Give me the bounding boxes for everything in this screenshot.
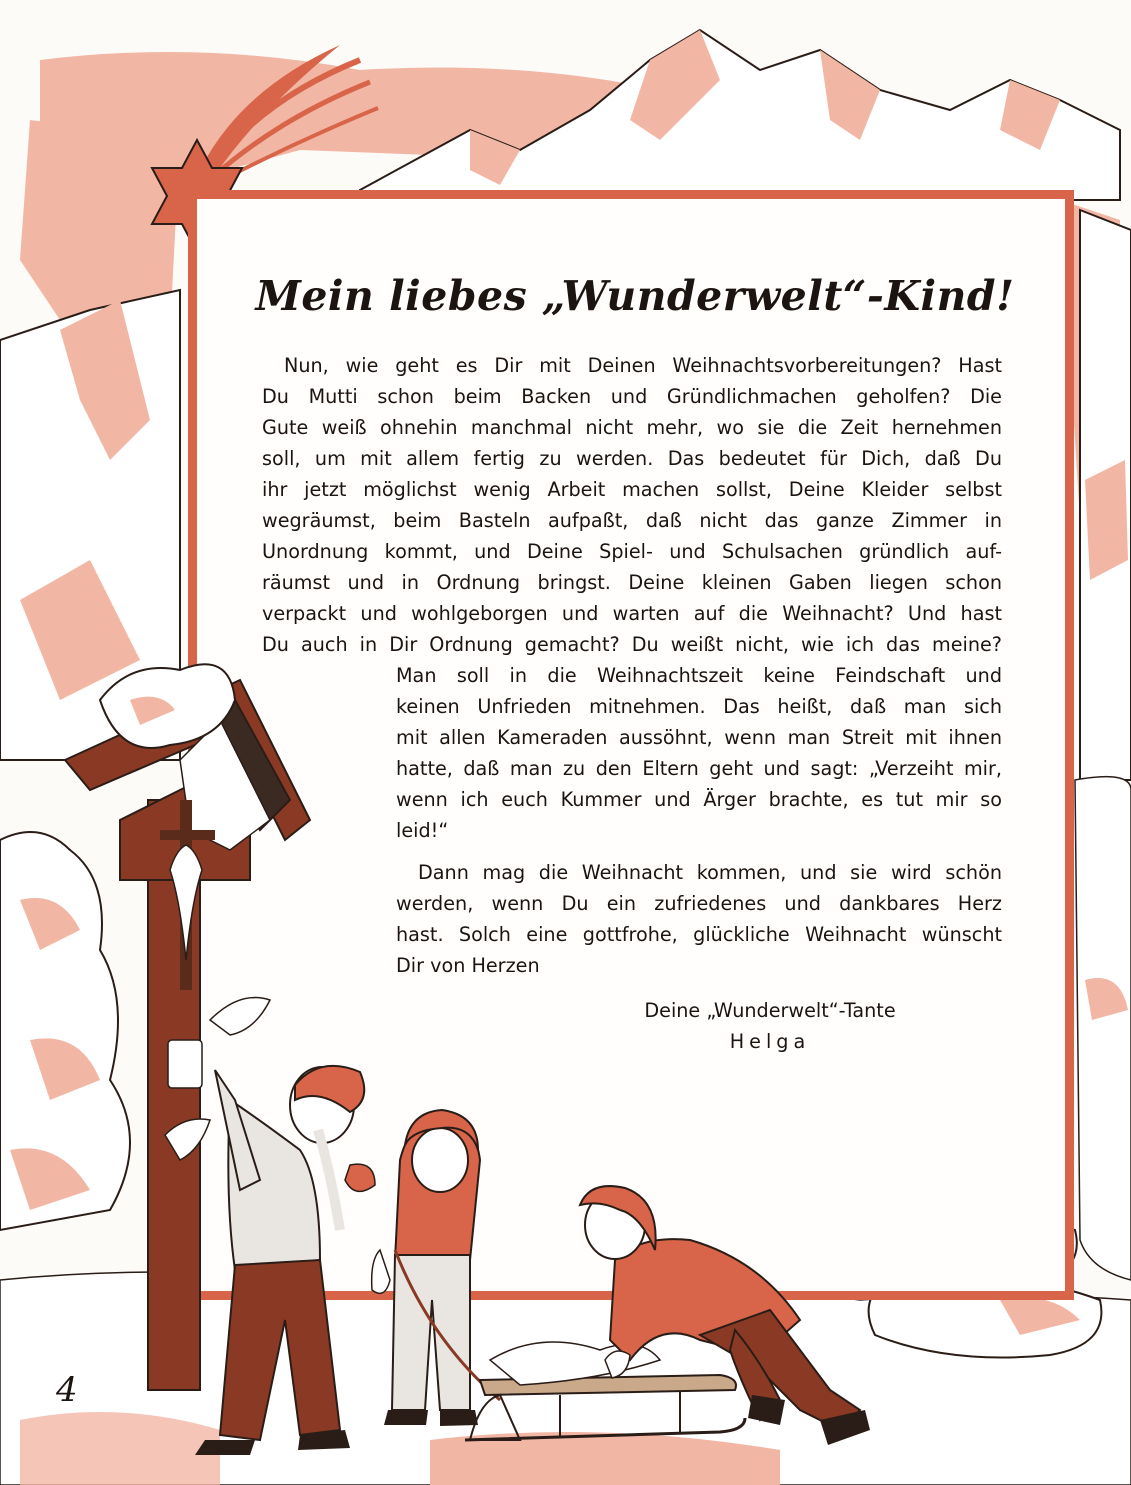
page-title: Mein liebes „Wunderwelt“-Kind!	[255, 272, 1015, 320]
text-line: Du Mutti schon beim Backen und Gründlichmachen geholfen? Die	[262, 385, 1002, 408]
text-line: ihr jetzt möglichst wenig Arbeit machen sollst, Deine Kleider selbst	[262, 478, 1002, 501]
text-line: Gute weiß ohnehin manchmal nicht mehr, wo sie die Zeit hernehmen	[262, 416, 1002, 439]
girl-figure	[195, 1066, 375, 1455]
text-line: Du auch in Dir Ordnung gemacht? Du weißt nicht, wie ich das meine?	[262, 633, 1002, 656]
text-line: mit allen Kameraden aussöhnt, wenn man Streit mit ihnen	[396, 726, 1002, 749]
letter-paragraph-1	[262, 350, 1002, 660]
text-line: Man soll in die Weihnachtszeit keine Feindschaft und	[396, 664, 1002, 687]
letter-signature	[560, 995, 980, 1057]
text-line: verpackt und wohlgeborgen und warten auf die Weihnacht? Und hast	[262, 602, 1002, 625]
text-line: werden, wenn Du ein zufriedenes und dankbares Herz	[396, 892, 1002, 915]
boy-figure	[580, 1186, 870, 1445]
text-line: räumst und in Ordnung bringst. Deine kleinen Gaben liegen schon	[262, 571, 1002, 594]
page-number: 4	[56, 1370, 78, 1410]
text-line: hatte, daß man zu den Eltern geht und sagt: „Verzeiht mir,	[396, 757, 1002, 780]
sled	[465, 1342, 745, 1440]
text-line: Nun, wie geht es Dir mit Deinen Weihnachtsvorbereitungen? Hast	[284, 354, 1002, 377]
text-line: keinen Unfrieden mitnehmen. Das heißt, daß man sich	[396, 695, 1002, 718]
text-line: Dir von Herzen	[396, 954, 540, 977]
text-line: wenn ich euch Kummer und Ärger brachte, es tut mir so	[396, 788, 1002, 811]
closing-line: Deine „Wunderwelt“-Tante	[644, 999, 896, 1022]
text-line: wegräumst, beim Basteln aufpaßt, daß nicht das ganze Zimmer in	[262, 509, 1002, 532]
letter-paragraph-2	[396, 660, 1002, 846]
text-line: Unordnung kommt, und Deine Spiel- und Schulsachen gründlich auf-	[262, 540, 1002, 563]
text-line: hast. Solch eine gottfrohe, glückliche Weihnacht wünscht	[396, 923, 1002, 946]
signature-name: Helga	[729, 1030, 811, 1053]
letter-paragraph-3	[396, 857, 1002, 981]
text-line: Dann mag die Weihnacht kommen, und sie wird schön	[418, 861, 1002, 884]
child-with-sled	[372, 1110, 500, 1426]
text-line: soll, um mit allem fertig zu werden. Das bedeutet für Dich, daß Du	[262, 447, 1002, 470]
text-line: leid!“	[396, 819, 449, 842]
